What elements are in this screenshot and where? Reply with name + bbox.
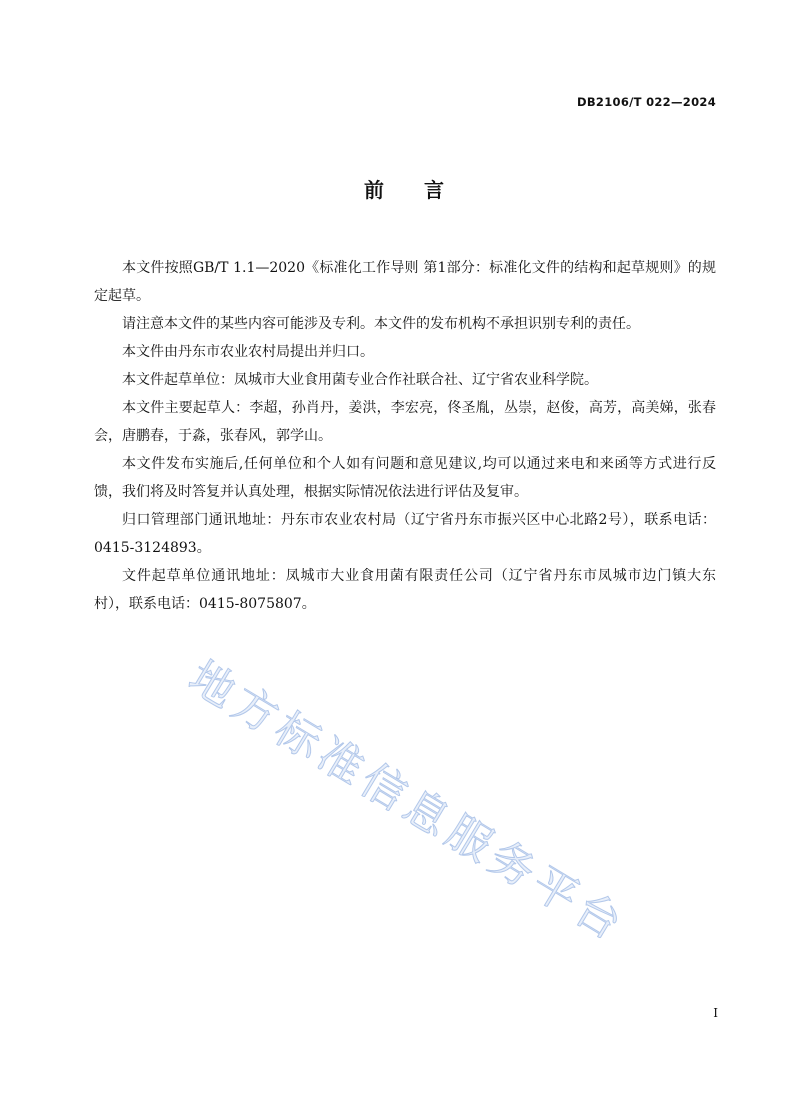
preface-paragraph-feedback: 本文件发布实施后,任何单位和个人如有问题和意见建议,均可以通过来电和来函等方式进行反馈，我们将及时答复并认真处理，根据实际情况依法进行评估及复审。 [94,456,716,500]
preface-paragraph-drafters: 本文件主要起草人：李超，孙肖丹，姜洪，李宏亮，佟圣胤，丛崇，赵俊，高芳，高美娣，张春会，唐鹏春，于淼，张春风，郭学山。 [94,400,716,444]
preface-paragraph-drafting-rules: 本文件按照GB/T 1.1—2020《标准化工作导则 第1部分：标准化文件的结构和起草规则》的规定起草。 [94,260,716,304]
preface-paragraph-authority-address: 归口管理部门通讯地址：丹东市农业农村局（辽宁省丹东市振兴区中心北路2号），联系电话：0415-3124893。 [94,512,716,556]
document-number: DB2106/T 022—2024 [577,95,716,109]
preface-paragraph-patent-notice: 请注意本文件的某些内容可能涉及专利。本文件的发布机构不承担识别专利的责任。 [122,316,640,332]
preface-paragraph-drafting-units: 本文件起草单位：凤城市大业食用菌专业合作社联合社、辽宁省农业科学院。 [122,372,598,388]
preface-paragraph-drafter-address: 文件起草单位通讯地址：凤城市大业食用菌有限责任公司（辽宁省丹东市凤城市边门镇大东村），联系电话：0415-8075807。 [94,568,716,612]
page-number: I [713,1006,718,1020]
watermark: 地方标准信息服务平台 [180,651,635,953]
page-title: 前 言 [364,178,444,202]
preface-body [94,254,716,618]
preface-paragraph-proposer: 本文件由丹东市农业农村局提出并归口。 [122,344,374,360]
